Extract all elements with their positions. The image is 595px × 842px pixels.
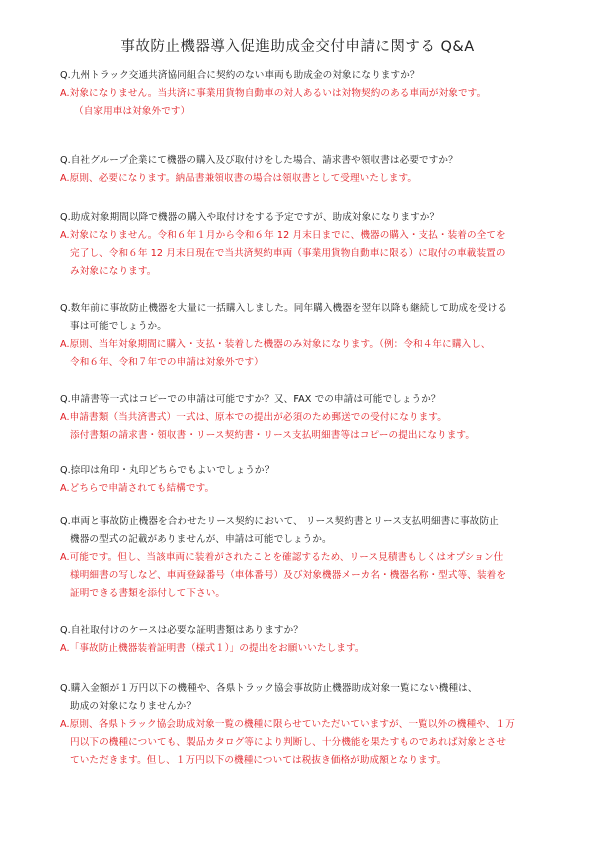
question-line: Q.購入金額が１万円以下の機種や、各県トラック協会事故防止機器助成対象一覧にない機種は、 — [60, 683, 478, 694]
question-line: Q.九州トラック交通共済協同組合に契約のない車両も助成金の対象になりますか？ — [60, 70, 420, 81]
question-line: Q.申請書等一式はコピーでの申請は可能ですか？又、FAX での申請は可能でしょうか？ — [60, 394, 441, 405]
answer-line: 令和６年、令和７年での申請は対象外です） — [70, 357, 264, 368]
answer-line: A.原則、当年対象期間に購入・支払・装着した機器のみ対象になります。（例：令和４年に購入し、 — [60, 339, 491, 350]
answer-line: A.「事故防止機器装着証明書（様式１）」の提出をお願いいたします。 — [60, 643, 365, 654]
page-title: 事故防止機器導入促進助成金交付申請に関する Q&A — [120, 39, 475, 55]
answer-line: A.原則、各県トラック協会助成対象一覧の機種に限らせていただいていますが、一覧以外の機種や、１万 — [60, 719, 515, 730]
question-line: Q.自社グループ企業にて機器の購入及び取付けをした場合、請求書や領収書は必要ですか？ — [60, 155, 458, 166]
answer-line: A.原則、必要になります。納品書兼領収書の場合は領収書として受理いたします。 — [60, 173, 418, 184]
qa-item — [60, 622, 550, 658]
answer-line: A.対象になりません。令和６年１月から令和６年 12 月末日までに、機器の購入・支払・装着の全てを — [60, 230, 506, 241]
question-line: Q.自社取付けのケースは必要な証明書類はありますか？ — [60, 625, 303, 636]
qa-item — [60, 462, 550, 498]
question-line: 助成の対象になりませんか？ — [70, 701, 197, 712]
answer-line: （自家用車は対象外です） — [74, 106, 191, 117]
qa-item — [60, 209, 550, 281]
question-line: 事は可能でしょうか。 — [70, 321, 167, 332]
answer-line: A.対象になりません。当共済に事業用貨物自動車の対人あるいは対物契約のある車両が対象です。 — [60, 88, 487, 99]
question-line: Q.捺印は角印・丸印どちらでもよいでしょうか？ — [60, 465, 275, 476]
answer-line: ていただきます。但し、１万円以下の機種については税抜き価格が助成額となります。 — [70, 755, 447, 766]
answer-line: み対象になります。 — [70, 266, 157, 277]
answer-line: 様明細書の写しなど、車両登録番号（車体番号）及び対象機器メーカ名・機器名称・型式等、装着を — [70, 570, 507, 581]
qa-item — [60, 300, 550, 372]
qa-item — [60, 513, 550, 603]
qa-item — [60, 67, 550, 121]
answer-line: A.申請書類（当共済書式）一式は、原本での提出が必須のため郵送での受付になります。 — [60, 412, 447, 423]
answer-line: 完了し、令和６年 12 月末日現在で当共済契約車両（事業用貨物自動車に限る）に取付の車載装置の — [70, 248, 506, 259]
qa-item — [60, 152, 550, 188]
qa-item — [60, 680, 550, 770]
qa-item — [60, 391, 550, 445]
question-line: Q.助成対象期間以降で機器の購入や取付けをする予定ですが、助成対象になりますか？ — [60, 212, 440, 223]
answer-line: A.どちらで申請されても結構です。 — [60, 483, 215, 494]
question-line: 機器の型式の記載がありませんが、申請は可能でしょうか。 — [70, 534, 332, 545]
answer-line: 添付書類の請求書・領収書・リース契約書・リース支払明細書等はコピーの提出になります。 — [70, 430, 476, 441]
question-line: Q.車両と事故防止機器を合わせたリース契約において、 リース契約書とリース支払明細書に事故防止 — [60, 516, 499, 527]
answer-line: A.可能です。但し、当該車両に装着がされたことを確認するため、リース見積書もしくはオプション仕 — [60, 552, 504, 563]
question-line: Q.数年前に事故防止機器を大量に一括購入しました。同年購入機器を翌年以降も継続して助成を受ける — [60, 303, 508, 314]
answer-line: 証明できる書類を添付して下さい。 — [70, 588, 226, 599]
answer-line: 円以下の機種についても、製品カタログ等により判断し、十分機能を果たすものであれば対象とさせ — [70, 737, 507, 748]
